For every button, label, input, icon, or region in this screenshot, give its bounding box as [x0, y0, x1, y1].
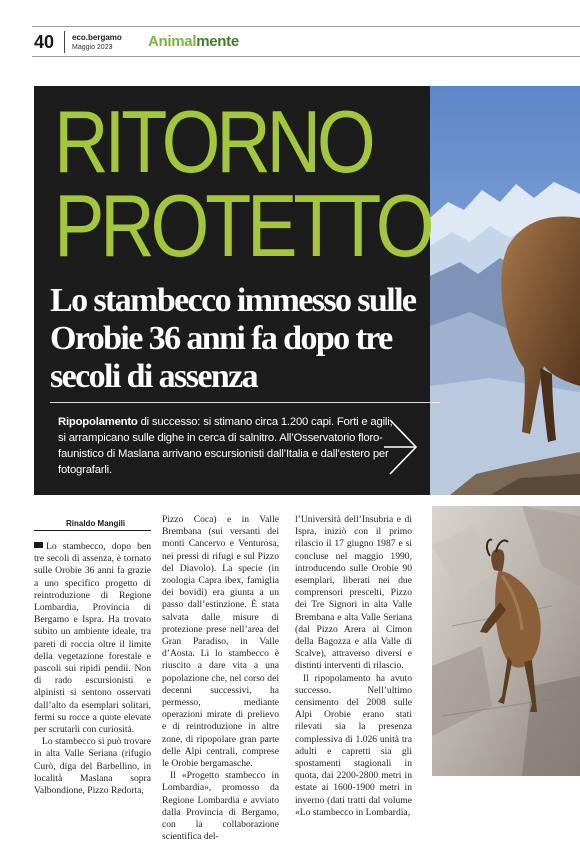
- section-title-part1: Animal: [148, 33, 197, 50]
- hero-title-line2: PROTETTO: [54, 176, 431, 275]
- issue-date: Maggio 2023: [72, 44, 113, 51]
- hero-block: [34, 86, 580, 495]
- byline-rule: [34, 530, 151, 531]
- hero-title-line1: RITORNO: [54, 92, 372, 191]
- article-paragraph: Lo stambecco, dopo ben tre secoli di assenza, è tornato sulle Orobie 36 anni fa grazie a uno specifico progetto di reintroduzione di Regione Lombardia, Provincia di Bergamo e Ispra. Ha trovato subito un ambiente ideale, tra pareti di roccia oltre il limite della vegetazione forestale e pascoli sui ripidi pendii. Non di rado escursionisti e alpinisti si sentono osservati dall’alto da esemplari solitari, fermi su rocce a quote elevate per scrutarli con curiosità.: [34, 541, 151, 736]
- header-separator: [64, 31, 65, 53]
- page-number: 40: [34, 32, 55, 52]
- header-top-rule: [32, 26, 580, 27]
- byline: Rinaldo Mangili: [66, 519, 126, 528]
- article-paragraph: Il «Progetto stambecco in Lombardia», promosso da Regione Lombardia e avviato dalla Provincia di Bergamo, con la collaborazione scientifica del-: [162, 770, 279, 843]
- ibex-mountain-photo: [430, 86, 580, 495]
- lead-keyword: Ripopolamento: [58, 416, 138, 428]
- hero-lead: [58, 414, 398, 478]
- article-column-2: [162, 514, 279, 843]
- hero-divider: [50, 402, 440, 403]
- arrow-right-icon: [384, 418, 420, 476]
- hero-title: [54, 92, 431, 275]
- section-title: [148, 33, 239, 51]
- article-paragraph: Lo stambecco si può trovare in alta Valle Seriana (rifugio Curò, diga del Barbellino, in località Maslana sopra Valbondione, Pizzo Redorta,: [34, 736, 151, 797]
- article-column-3: [295, 514, 412, 819]
- ibex-cliff-illustration: [432, 506, 580, 776]
- page-header: [0, 0, 580, 60]
- article-paragraph: Pizzo Coca) e in Valle Brembana (sui versanti dei monti Cancervo e Venturosa, nei pressi di rifugi e sul Pizzo del Diavolo). La specie (in zoologia Capra ibex, famiglia dei bovidi) era giunta a un passo dall’estinzione. È stata salvata dalle misure di protezione prese nell’area del Gran Paradiso, in Valle d’Aosta. Lì lo stambecco è riuscito a dare vita a una popolazione che, nel corso dei decenni successivi, ha permesso, mediante operazioni mirate di prelievo e di reintroduzione in altre zone, di ripopolare gran parte delle Alpi centrali, comprese le Orobie bergamasche.: [162, 514, 279, 770]
- article-paragraph: l’Università dell’Insubria e di Ispra, iniziò con il primo rilascio il 17 giugno 1987 e si concluse nel maggio 1990, introducendo sulle Orobie 90 esemplari, liberati nei due comprensori prescelti, Pizzo dei Tre Signori in alta Valle Brembana e alta Valle Seriana (dal Pizzo Arera al Cimon della Bagozza e alla Valle di Scalve), attraverso diversi e distinti interventi di rilascio.: [295, 514, 412, 672]
- hero-subtitle: Lo stambecco immesso sulle Orobie 36 anni fa dopo tre secoli di assenza: [50, 282, 416, 395]
- section-title-part2: mente: [196, 33, 239, 50]
- lead-text: di successo: si stimano circa 1.200 capi. Forti e agili, si arrampicano sulle dighe in cerca di salnitro. All’Osservatorio floro-faunistico di Maslana arrivano escursionisti dall’Italia e dall’estero per fotografarli.: [58, 416, 393, 476]
- article-column-1: [34, 541, 151, 797]
- article-paragraph: Il ripopolamento ha avuto successo. Nell’ultimo censimento del 2008 sulle Alpi Orobie erano stati rilevati sia la presenza complessiva di 1.026 unità tra adulti e capretti sia gli spostamenti stagionali in quota, dai 2200-2800 metri in estate ai 1600-1900 metri in inverno (dati tratti dal volume «Lo stambecco in Lombardia,: [295, 672, 412, 818]
- ibex-cliff-photo: [432, 506, 580, 776]
- header-bottom-rule: [32, 56, 580, 57]
- publication-name: eco.bergamo: [72, 33, 122, 42]
